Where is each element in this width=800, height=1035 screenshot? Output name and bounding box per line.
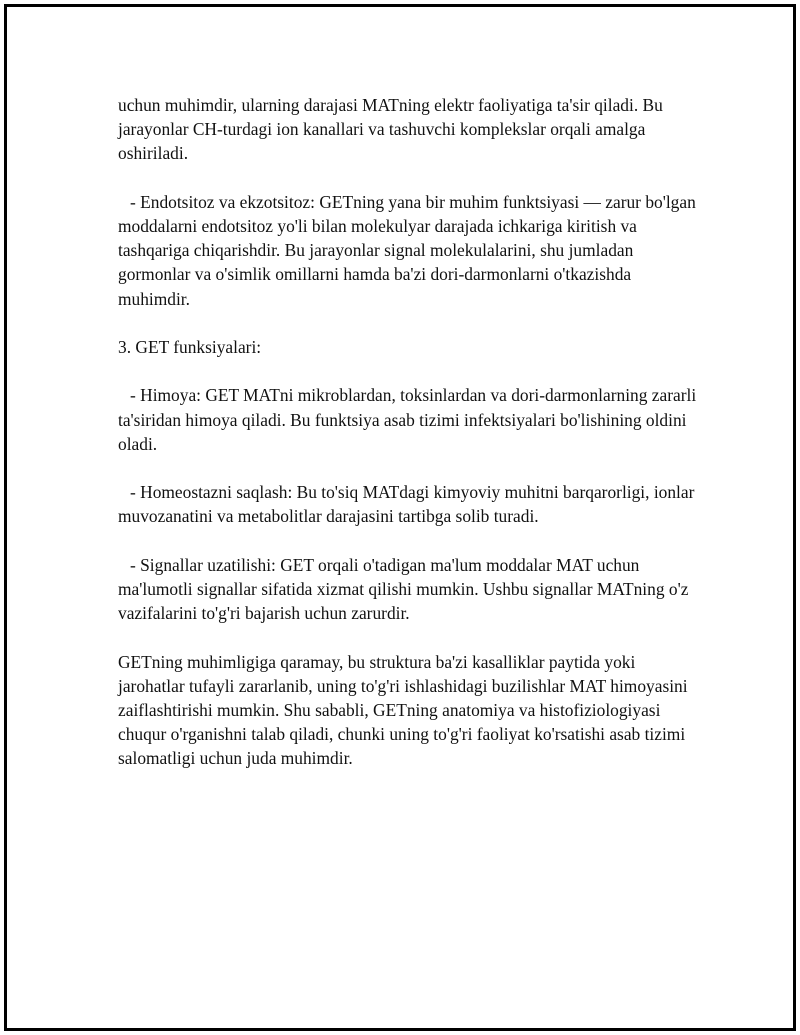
paragraph-homeostaz: - Homeostazni saqlash: Bu to'siq MATdagi kimyoviy muhitni barqarorligi, ionlar muvozanatini va metabolitlar darajasini tartibga solib turadi. [118, 482, 695, 527]
paragraph-continuation: uchun muhimdir, ularning darajasi MATning elektr faoliyatiga ta'sir qiladi. Bu jarayonlar CH-turdagi ion kanallari va tashuvchi komplekslar orqali amalga oshiriladi. [118, 95, 663, 164]
section-heading: 3. GET funksiyalari: [118, 337, 262, 357]
paragraph-himoya: - Himoya: GET MATni mikroblardan, toksinlardan va dori-darmonlarning zararli ta'siridan himoya qiladi. Bu funktsiya asab tizimi infektsiyalari bo'lishining oldini oladi. [118, 385, 697, 454]
paragraph-endotsitoz: - Endotsitoz va ekzotsitoz: GETning yana bir muhim funktsiyasi — zarur bo'lgan moddalarni endotsitoz yo'li bilan molekulyar darajada ichkariga kiritish va tashqariga chiqarishdir. Bu jarayonlar signal molekulalarini, shu jumladan gormonlar va o'simlik omillarni hamda ba'zi dori-darmonlarni o'tkazishda muhimdir. [118, 191, 696, 309]
paragraph-conclusion: GETning muhimligiga qaramay, bu struktura ba'zi kasalliklar paytida yoki jarohatlar tufayli zararlanib, uning to'g'ri ishlashidagi buzilishlar MAT himoyasini zaiflashtirishi mumkin. Shu sababli, GETning anatomiya va histofiziologiyasi chuqur o'rganishni talab qiladi, chunki uning to'g'ri faoliyat ko'rsatishi asab tizimi salomatligi uchun juda muhimdir. [118, 651, 688, 769]
paragraph-signallar: - Signallar uzatilishi: GET orqali o'tadigan ma'lum moddalar MAT uchun ma'lumotli signallar sifatida xizmat qilishi mumkin. Ushbu signallar MATning o'z vazifalarini to'g'ri bajarish uchun zarurdir. [118, 554, 689, 624]
document-body [118, 93, 698, 795]
